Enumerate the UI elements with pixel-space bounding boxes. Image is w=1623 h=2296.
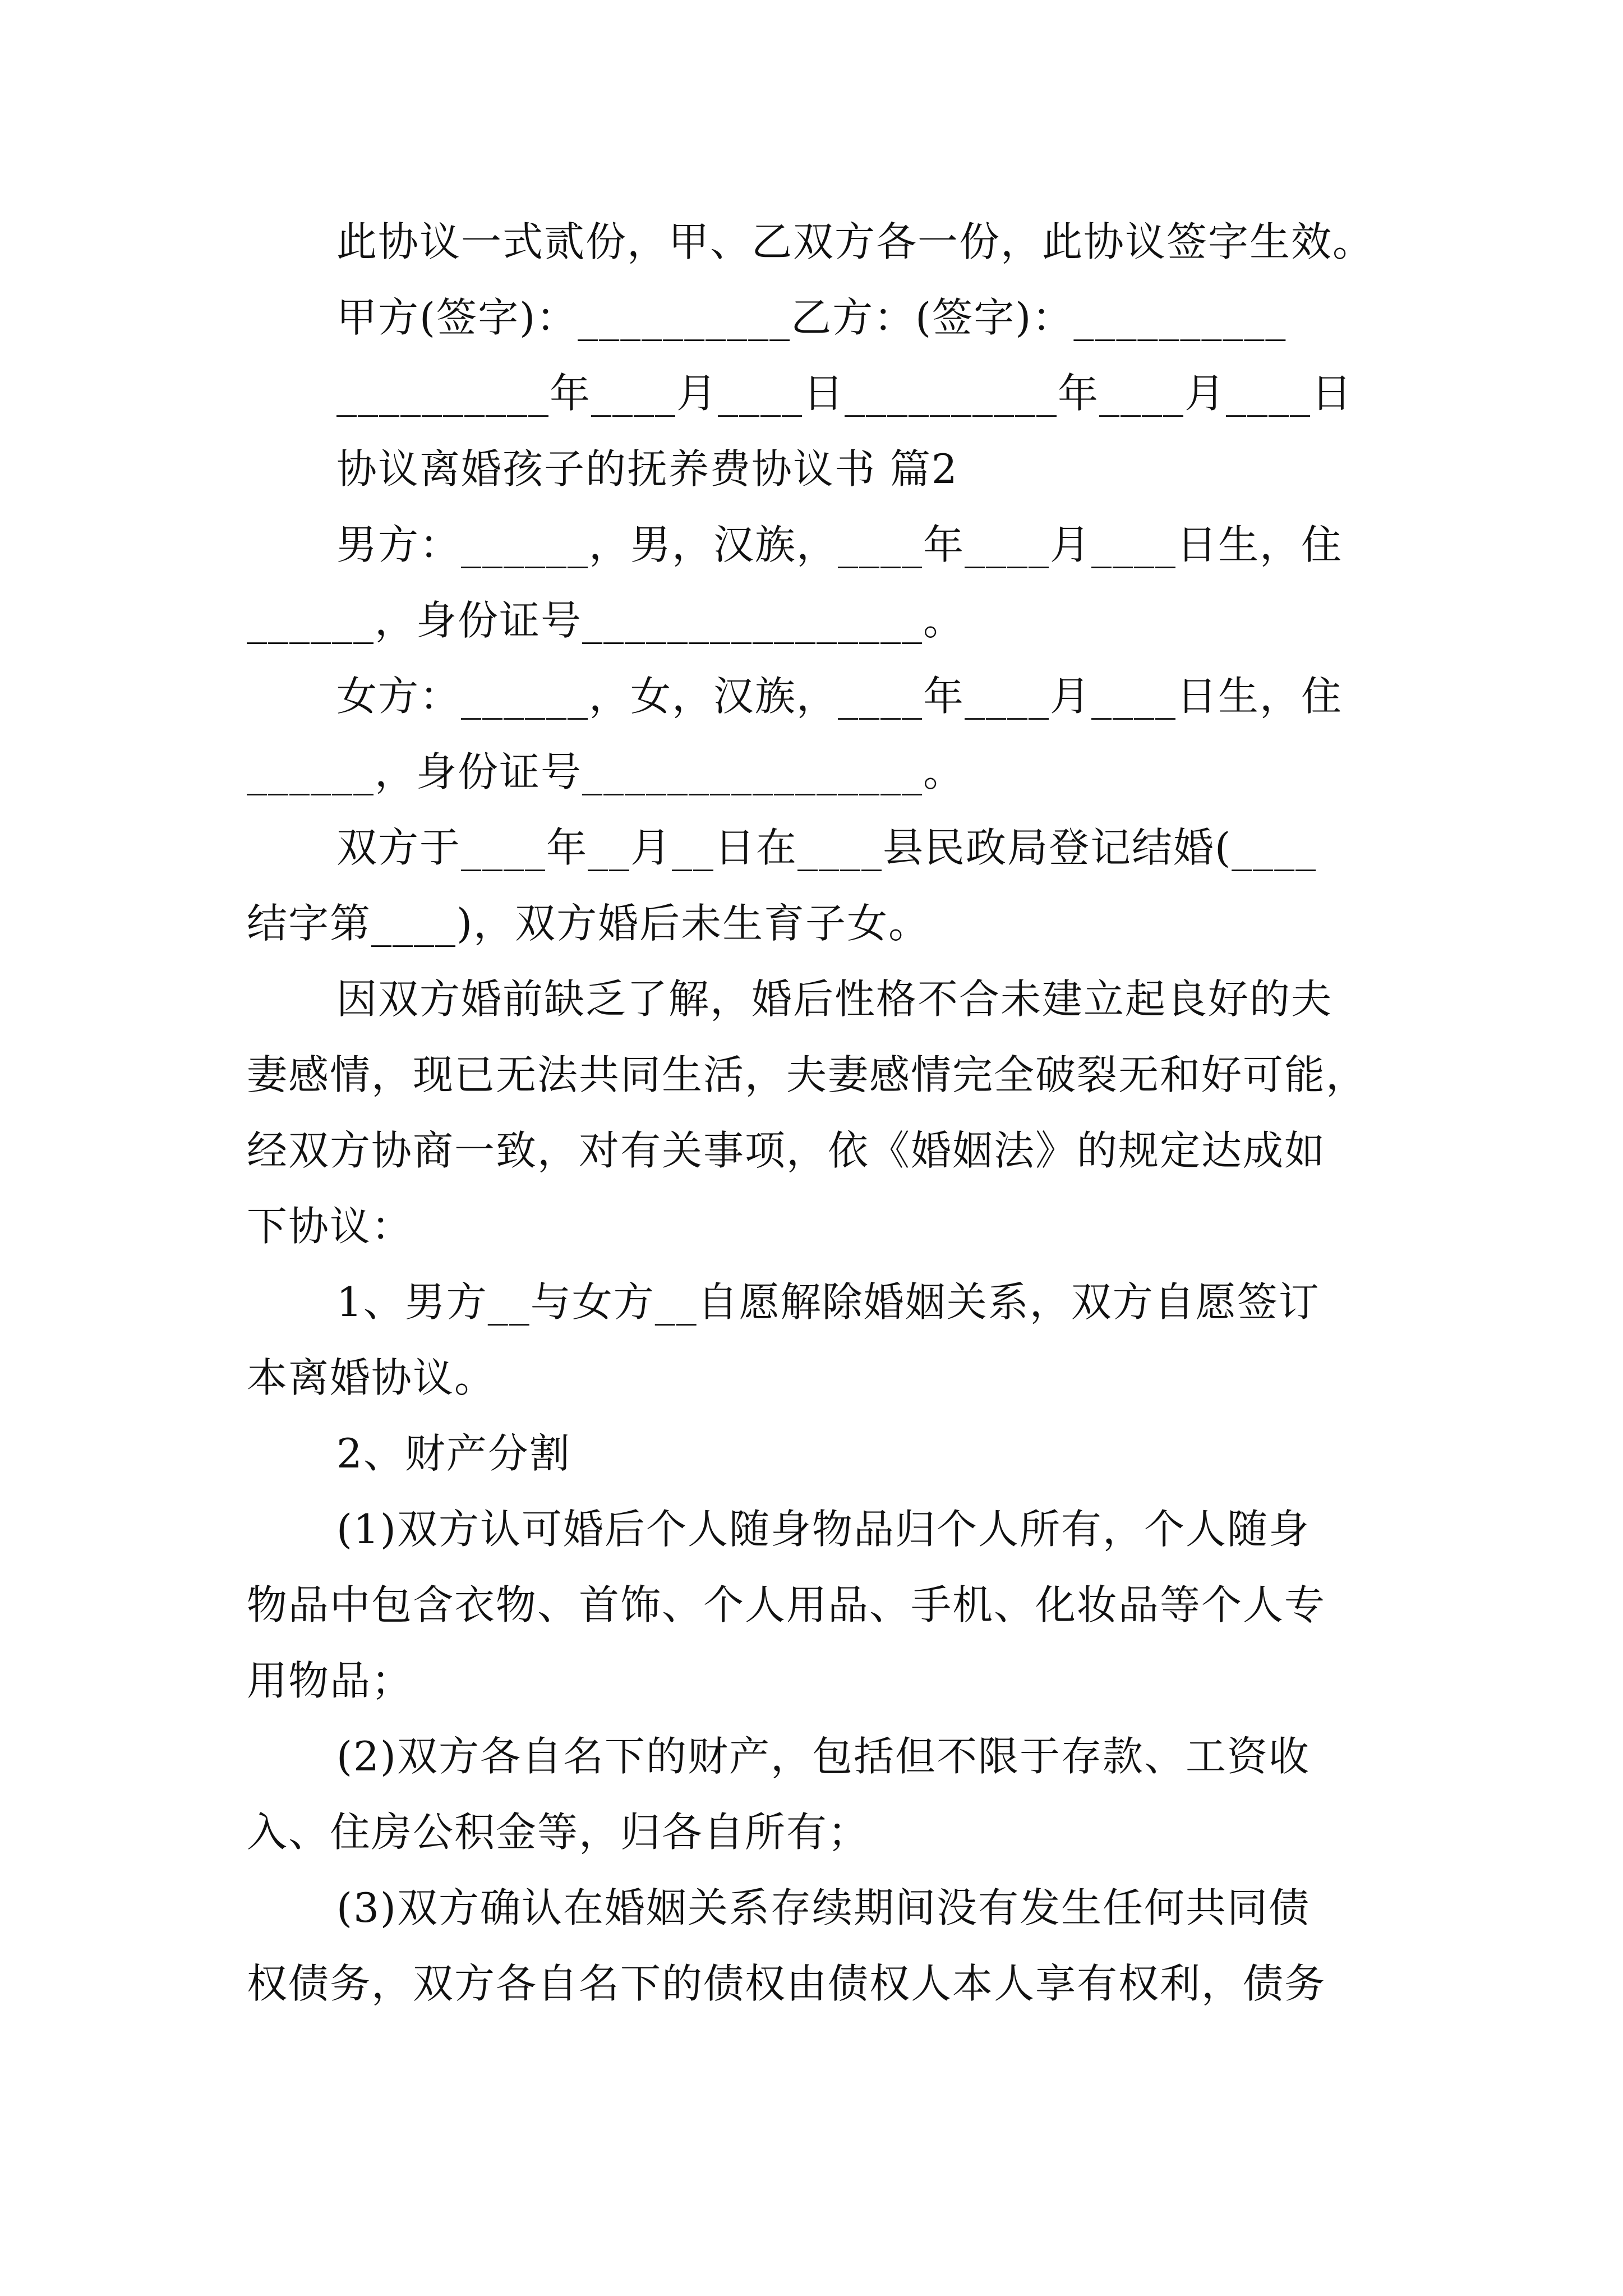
text-line: 物品中包含衣物、首饰、个人用品、手机、化妆品等个人专 <box>247 1581 1326 1628</box>
text-line: 此协议一式贰份，甲、乙双方各一份，此协议签字生效。 <box>336 218 1375 265</box>
text-line: ______，身份证号________________。 <box>247 597 965 644</box>
text-line: 妻感情，现已无法共同生活，夫妻感情完全破裂无和好可能， <box>247 1051 1368 1098</box>
text-line: 双方于____年__月__日在____县民政局登记结婚(____ <box>336 824 1317 871</box>
text-line: 男方：______，男，汉族，____年____月____日生，住 <box>336 521 1343 568</box>
text-line: 本离婚协议。 <box>247 1354 496 1401</box>
text-line: 结字第____)，双方婚后未生育子女。 <box>247 900 930 947</box>
text-line: (1)双方认可婚后个人随身物品归个人所有，个人随身 <box>336 1506 1310 1553</box>
text-line: (2)双方各自名下的财产，包括但不限于存款、工资收 <box>336 1733 1310 1780</box>
text-line: 2、财产分割 <box>336 1430 571 1477</box>
section-heading: 协议离婚孩子的抚养费协议书 篇2 <box>336 445 958 493</box>
text-line: 权债务，双方各自名下的债权由债权人本人享有权利，债务 <box>247 1960 1326 2007</box>
text-line: 经双方协商一致，对有关事项，依《婚姻法》的规定达成如 <box>247 1127 1326 1174</box>
text-line: 入、住房公积金等，归各自所有； <box>247 1809 870 1856</box>
text-line: ______，身份证号________________。 <box>247 748 965 795</box>
signature-line: 甲方(签字)：__________乙方：(签字)：__________ <box>336 294 1287 341</box>
text-line: 下协议： <box>247 1203 413 1250</box>
text-line: 因双方婚前缺乏了解，婚后性格不合未建立起良好的夫 <box>336 976 1333 1023</box>
text-line: 1、男方__与女方__自愿解除婚姻关系，双方自愿签订 <box>336 1278 1320 1326</box>
text-line: 用物品； <box>247 1657 413 1704</box>
text-line: (3)双方确认在婚姻关系存续期间没有发生任何共同债 <box>336 1884 1310 1931</box>
text-line: 女方：______，女，汉族，____年____月____日生，住 <box>336 673 1343 720</box>
date-line: __________年____月____日__________年____月____日 <box>336 370 1353 417</box>
